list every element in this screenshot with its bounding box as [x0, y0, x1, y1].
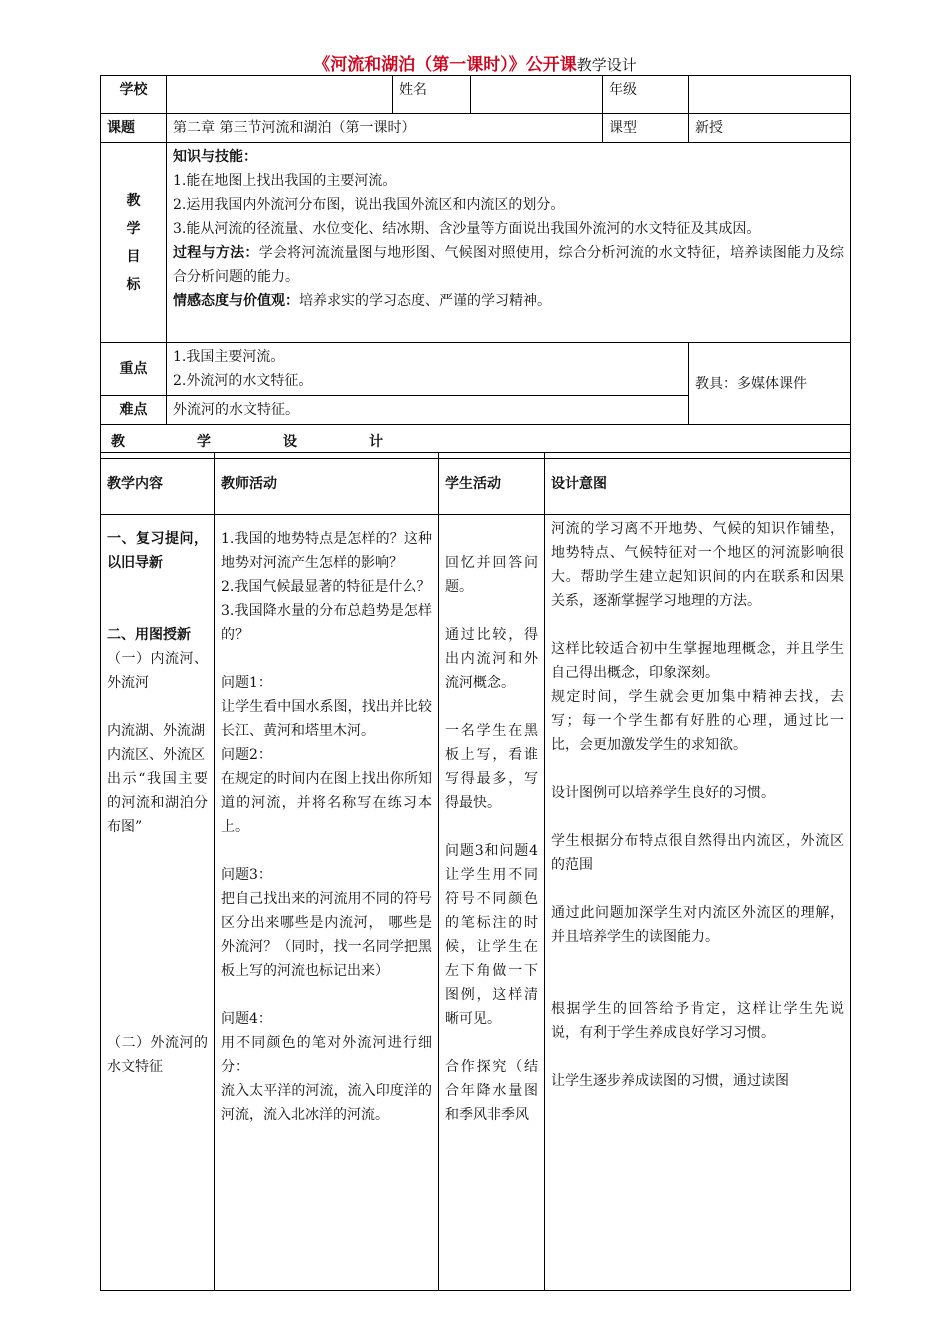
name-value[interactable] — [471, 76, 603, 114]
student-activity: 问题3和问题4让学生用不同符号不同颜色的笔标注的时候，让学生在左下角做一下图例，这样清晰可见。 — [445, 843, 538, 1027]
objectives-label: 教学目标 — [101, 143, 167, 343]
intent-text: 设计图例可以培养学生良好的习惯。 — [551, 785, 775, 801]
intent-text: 这样比较适合初中生掌握地理概念，并且学生自己得出概念，印象深刻。 — [551, 641, 844, 681]
problem-text: 把自己找出来的河流用不同的符号区分出来哪些是内流河， 哪些是外流河？（同时，找一名同学把黑板上写的河流也标记出来） — [221, 891, 432, 979]
design-heading: 教学设计 — [101, 425, 851, 459]
objectives-content — [167, 143, 851, 343]
key-content — [167, 343, 689, 396]
header-intent: 设计意图 — [545, 453, 851, 515]
problem-text: 在规定的时间内在图上找出你所知道的河流，并将名称写在练习本上。 — [221, 771, 432, 835]
knowledge-item: 2.运用我国内外流河分布图，说出我国外流区和内流区的划分。 — [173, 197, 565, 213]
type-value: 新授 — [689, 114, 851, 143]
header-teacher: 教师活动 — [215, 453, 439, 515]
student-activity: 一名学生在黑板上写，看谁写得最多，写得最快。 — [445, 723, 538, 811]
student-activity: 回忆并回答问题。 — [445, 555, 538, 595]
school-label: 学校 — [101, 76, 167, 114]
title-suffix: 教学设计 — [576, 56, 637, 74]
problem-label: 问题3： — [221, 867, 272, 883]
info-table — [100, 75, 851, 459]
section-new: 二、用图授新 — [107, 627, 191, 643]
knowledge-heading: 知识与技能： — [173, 149, 257, 165]
teacher-question: 1.我国的地势特点是怎样的？这种地势对河流产生怎样的影响？ — [221, 531, 432, 571]
header-student: 学生活动 — [439, 453, 545, 515]
intent-text: 河流的学习离不开地势、气候的知识作铺垫，地势特点、气候特征对一个地区的河流影响很大。帮助学生建立起知识间的内在联系和因果关系，逐渐掌握学习地理的方法。 — [551, 521, 844, 609]
problem-label: 问题2： — [221, 747, 272, 763]
header-content: 教学内容 — [101, 453, 215, 515]
problem-label: 问题4： — [221, 1011, 272, 1027]
section-review: 一、复习提问，以旧导新 — [107, 531, 208, 571]
topic-label: 课题 — [101, 114, 167, 143]
problem-text: 用不同颜色的笔对外流河进行细分： — [221, 1035, 432, 1075]
teacher-question: 3.我国降水量的分布总趋势是怎样的？ — [221, 603, 432, 643]
intent-text: 根据学生的回答给予肯定，这样让学生先说说，有利于学生养成良好学习习惯。 — [551, 1001, 844, 1041]
subsection-rivers: （一）内流河、外流河 — [107, 651, 208, 691]
student-activity: 通过比较，得出内流河和外流河概念。 — [445, 627, 538, 691]
process-paragraph: 过程与方法：学会将河流流量图与地形图、气候图对照使用，综合分析河流的水文特征，培养读图能力及综合分析问题的能力。 — [173, 245, 845, 285]
difficult-content: 外流河的水文特征。 — [167, 396, 689, 425]
teacher-column — [215, 515, 439, 1291]
key-label: 重点 — [101, 343, 167, 396]
problem-text: 流入太平洋的河流，流入印度洋的河流，流入北冰洋的河流。 — [221, 1083, 432, 1123]
content-column — [101, 515, 215, 1291]
knowledge-item: 1.能在地图上找出我国的主要河流。 — [173, 173, 397, 189]
show-map: 出示“我国主要的河流和湖泊分布图” — [107, 771, 208, 835]
attitude-paragraph: 情感态度与价值观：培养求实的学习态度、严谨的学习精神。 — [173, 293, 551, 309]
teaching-tools: 教具：多媒体课件 — [689, 343, 851, 425]
intent-text: 学生根据分布特点很自然得出内流区，外流区的范围 — [551, 833, 844, 873]
knowledge-item: 3.能从河流的径流量、水位变化、结冰期、含沙量等方面说出我国外流河的水文特征及其成因。 — [173, 221, 761, 237]
teacher-question: 2.我国气候最显著的特征是什么？ — [221, 579, 431, 595]
school-value[interactable] — [167, 76, 393, 114]
key-item: 2.外流河的水文特征。 — [173, 373, 313, 389]
problem-text: 让学生看中国水系图，找出并比较长江、黄河和塔里木河。 — [221, 699, 432, 739]
intent-text: 让学生逐步养成读图的习惯，通过读图 — [551, 1073, 789, 1089]
type-label: 课型 — [603, 114, 689, 143]
name-label: 姓名 — [393, 76, 471, 114]
subsection-hydrology: （二）外流河的水文特征 — [107, 1035, 208, 1075]
topic-value: 第二章 第三节河流和湖泊（第一课时） — [167, 114, 603, 143]
key-item: 1.我国主要河流。 — [173, 349, 285, 365]
intent-column — [545, 515, 851, 1291]
subsection-regions: 内流区、外流区 — [107, 747, 205, 763]
difficult-label: 难点 — [101, 396, 167, 425]
subsection-lakes: 内流湖、外流湖 — [107, 723, 205, 739]
title-main: 《河流和湖泊（第一课时）》公开课 — [313, 55, 577, 75]
activities-table — [100, 452, 851, 1291]
problem-label: 问题1： — [221, 675, 272, 691]
intent-text: 规定时间，学生就会更加集中精神去找，去写；每一个学生都有好胜的心理，通过比一比，会更加激发学生的求知欲。 — [551, 689, 844, 753]
grade-label: 年级 — [603, 76, 689, 114]
grade-value[interactable] — [689, 76, 851, 114]
intent-text: 通过此问题加深学生对内流区外流区的理解，并且培养学生的读图能力。 — [551, 905, 844, 945]
document-title — [0, 50, 950, 75]
student-column — [439, 515, 545, 1291]
student-activity: 合作探究（结合年降水量图和季风非季风 — [445, 1059, 538, 1123]
